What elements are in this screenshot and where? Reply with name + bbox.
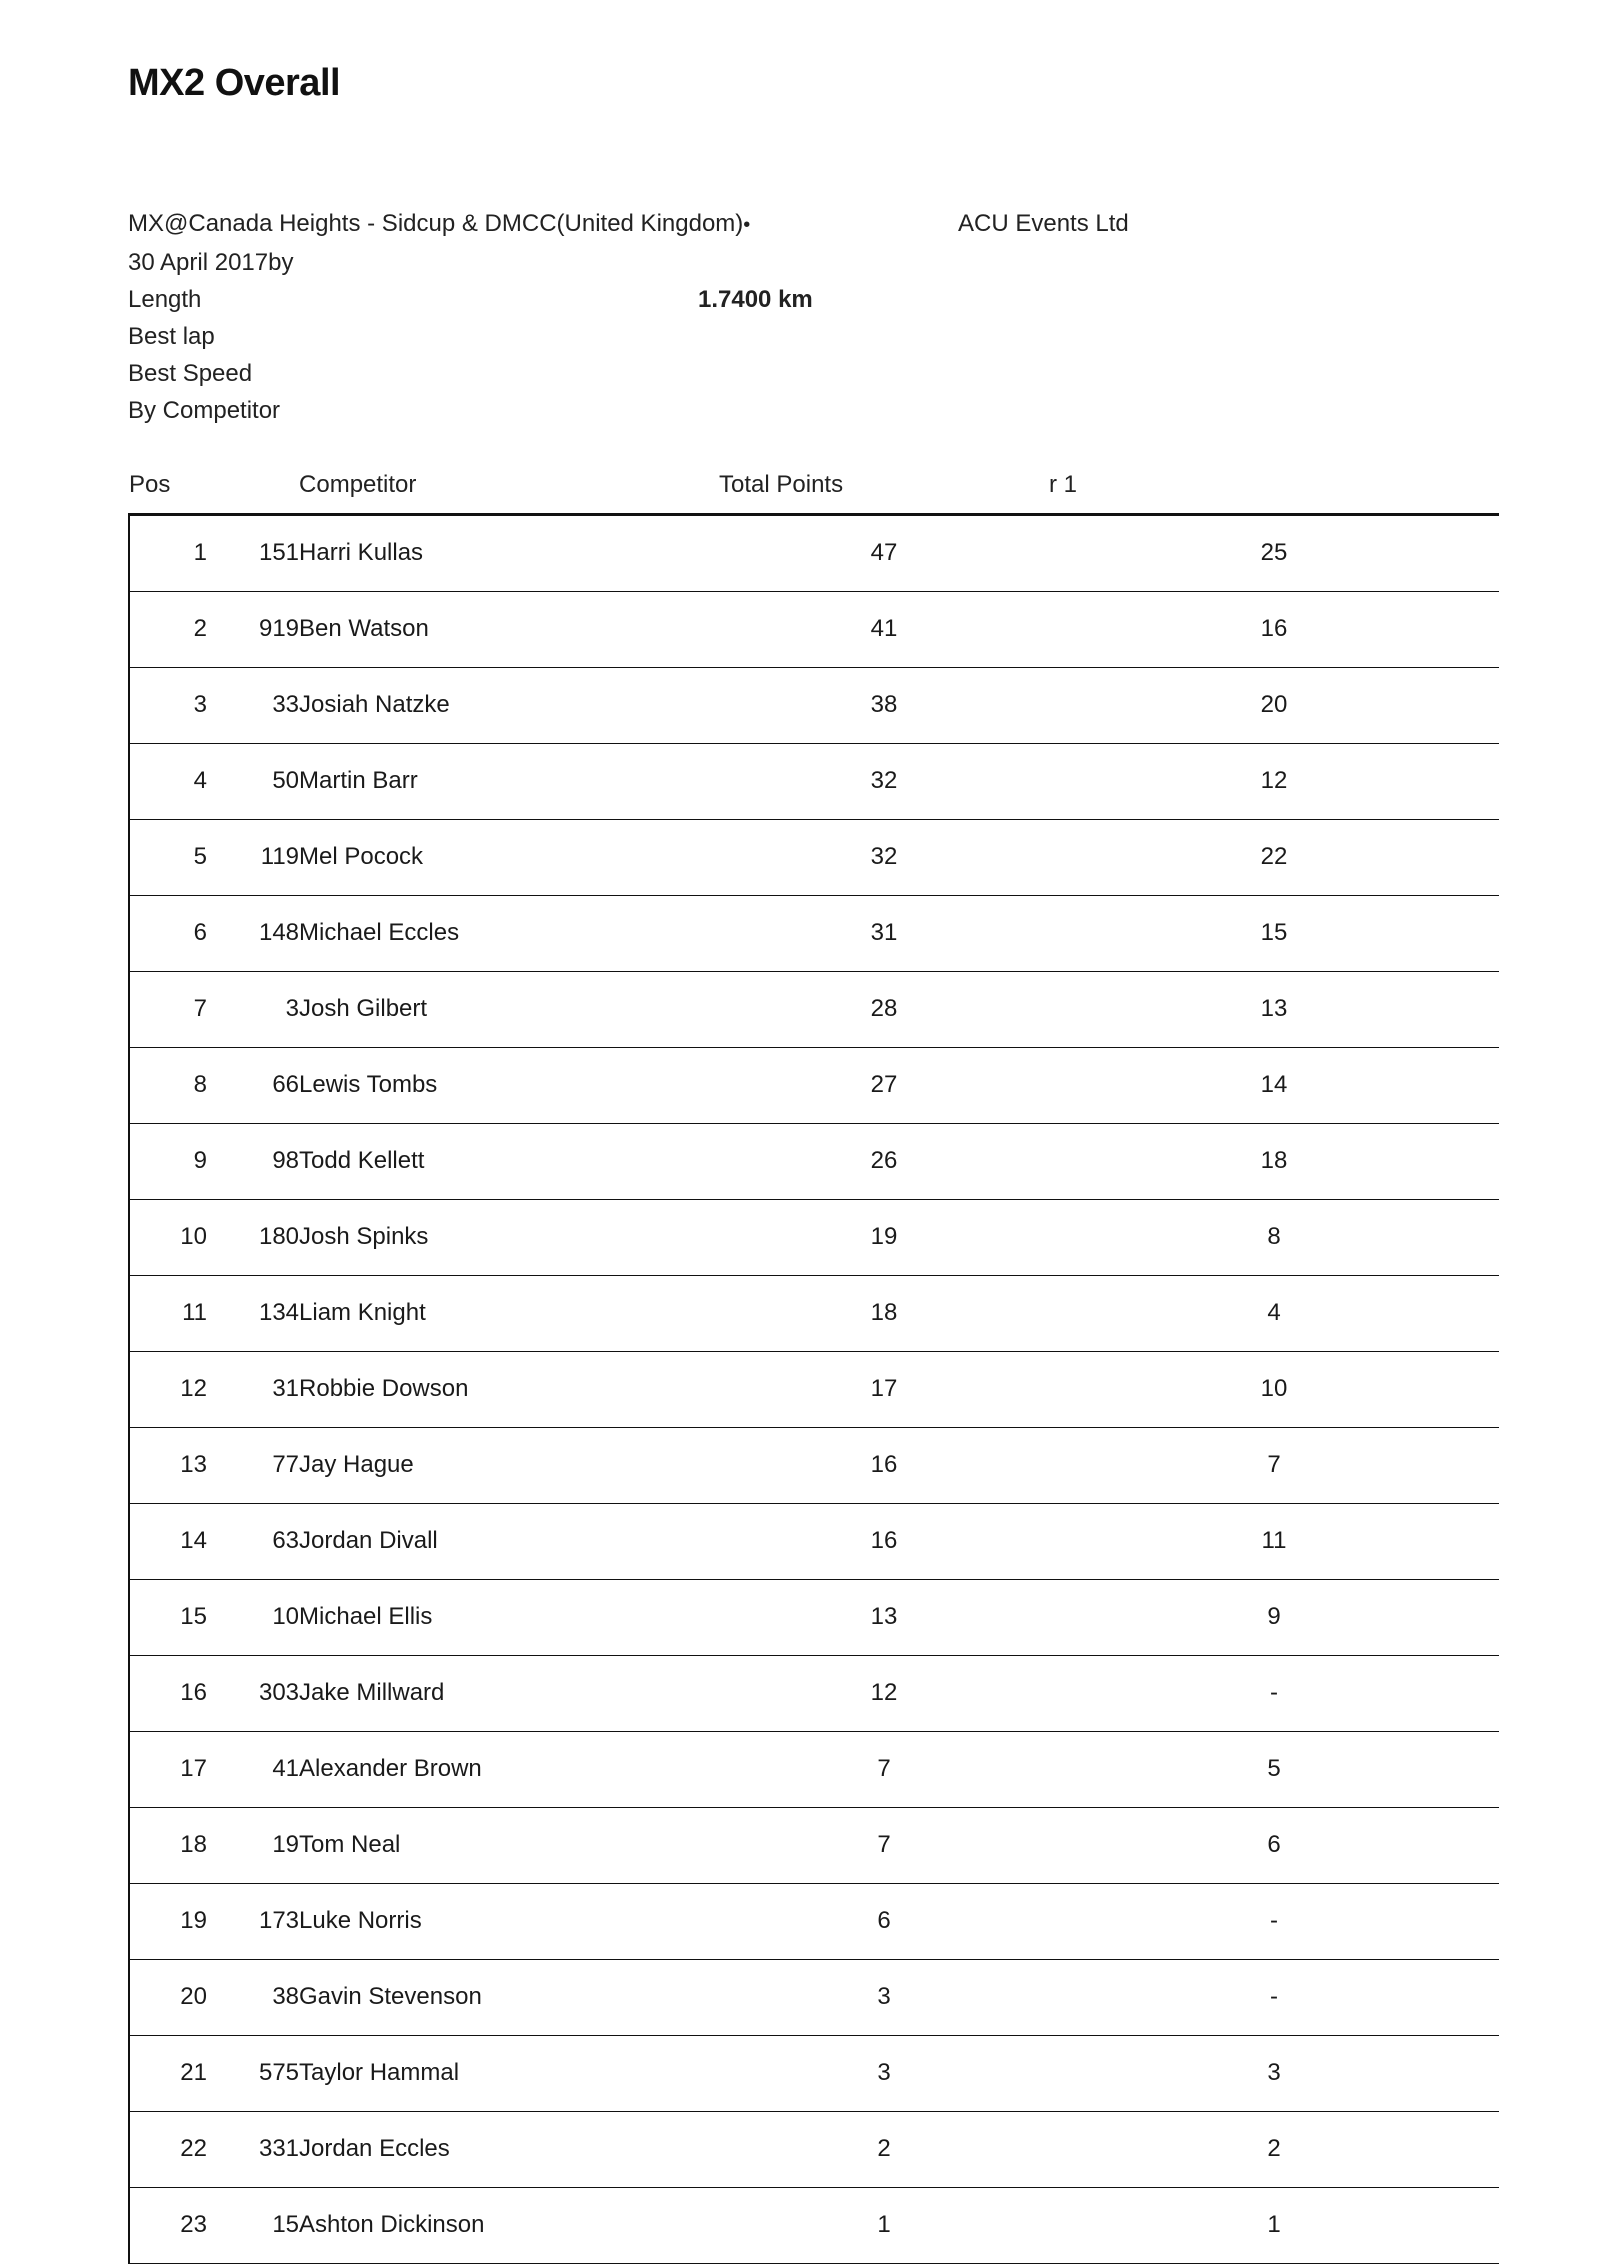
cell-competitor: Josh Gilbert — [299, 995, 428, 1022]
cell-rider-number: 77 — [272, 1451, 300, 1478]
cell-total-points: 19 — [870, 1223, 898, 1250]
table-row — [129, 1428, 1499, 1504]
organiser-name: ACU Events Ltd — [958, 210, 1129, 237]
meta-row-best-speed — [128, 355, 1498, 392]
event-date: 30 April 2017by — [128, 249, 294, 276]
table-row — [129, 668, 1499, 744]
table-row — [129, 592, 1499, 668]
cell-rider-number: 148 — [258, 919, 300, 946]
cell-rider-number: 303 — [258, 1679, 300, 1706]
event-meta-block — [128, 205, 1498, 429]
cell-position: 6 — [129, 896, 207, 972]
cell-rider-number: 180 — [258, 1223, 300, 1250]
meta-row-by-competitor — [128, 392, 1498, 429]
cell-race-1: 9 — [1267, 1603, 1281, 1630]
cell-position: 21 — [129, 2036, 207, 2112]
cell-rider-number: 3 — [285, 995, 300, 1022]
cell-competitor: Luke Norris — [299, 1907, 422, 1934]
best-lap-label: Best lap — [128, 323, 215, 350]
cell-competitor: Jake Millward — [299, 1679, 445, 1706]
cell-race-1: 20 — [1260, 691, 1288, 718]
cell-competitor: Michael Ellis — [299, 1603, 433, 1630]
cell-competitor: Ashton Dickinson — [299, 2211, 485, 2238]
cell-position: 20 — [129, 1960, 207, 2036]
cell-race-1: 15 — [1260, 919, 1288, 946]
bullet-separator: • — [743, 214, 751, 236]
cell-race-1: 2 — [1267, 2135, 1281, 2162]
table-row — [129, 1656, 1499, 1732]
cell-competitor: Gavin Stevenson — [299, 1983, 482, 2010]
cell-position: 14 — [129, 1504, 207, 1580]
cell-position: 22 — [129, 2112, 207, 2188]
cell-race-1: 14 — [1260, 1071, 1288, 1098]
cell-competitor: Robbie Dowson — [299, 1375, 469, 1402]
length-value: 1.7400 km — [698, 286, 813, 313]
cell-position: 7 — [129, 972, 207, 1048]
cell-rider-number: 31 — [272, 1375, 300, 1402]
table-row — [129, 1580, 1499, 1656]
table-row — [129, 1048, 1499, 1124]
cell-total-points: 3 — [877, 2059, 891, 2086]
cell-race-1: 25 — [1260, 539, 1288, 566]
cell-total-points: 27 — [870, 1071, 898, 1098]
cell-competitor: Jordan Divall — [299, 1527, 438, 1554]
cell-total-points: 41 — [870, 615, 898, 642]
cell-rider-number: 119 — [260, 843, 300, 870]
cell-race-1: 16 — [1260, 615, 1288, 642]
table-row — [129, 2036, 1499, 2112]
cell-total-points: 32 — [870, 843, 898, 870]
cell-rider-number: 10 — [272, 1603, 300, 1630]
cell-total-points: 1 — [877, 2211, 891, 2238]
cell-position: 10 — [129, 1200, 207, 1276]
event-name-text: MX@Canada Heights - Sidcup & DMCC(United Kingdom) — [128, 210, 744, 237]
column-header-total-points: Total Points — [719, 471, 844, 498]
cell-competitor: Mel Pocock — [299, 843, 424, 870]
cell-competitor: Jay Hague — [299, 1451, 414, 1478]
cell-total-points: 31 — [870, 919, 898, 946]
column-header-pos: Pos — [129, 471, 171, 498]
cell-race-1: 1 — [1267, 2211, 1281, 2238]
cell-race-1: 8 — [1267, 1223, 1281, 1250]
cell-rider-number: 134 — [258, 1299, 300, 1326]
cell-competitor: Tom Neal — [299, 1831, 401, 1858]
meta-row-date — [128, 244, 1498, 281]
cell-total-points: 32 — [870, 767, 898, 794]
cell-position: 16 — [129, 1656, 207, 1732]
event-name — [128, 205, 828, 244]
cell-total-points: 13 — [870, 1603, 898, 1630]
column-header-competitor: Competitor — [299, 471, 417, 498]
cell-race-1: 12 — [1260, 767, 1288, 794]
cell-rider-number: 151 — [258, 539, 300, 566]
table-row — [129, 744, 1499, 820]
cell-position: 12 — [129, 1352, 207, 1428]
cell-position: 8 — [129, 1048, 207, 1124]
cell-position: 2 — [129, 592, 207, 668]
meta-row-best-lap — [128, 318, 1498, 355]
cell-total-points: 17 — [870, 1375, 898, 1402]
cell-position: 17 — [129, 1732, 207, 1808]
cell-competitor: Ben Watson — [299, 615, 429, 642]
cell-position: 4 — [129, 744, 207, 820]
cell-total-points: 12 — [870, 1679, 898, 1706]
cell-competitor: Martin Barr — [299, 767, 418, 794]
table-row — [129, 2112, 1499, 2188]
cell-rider-number: 63 — [272, 1527, 300, 1554]
cell-race-1: 18 — [1260, 1147, 1288, 1174]
cell-position: 23 — [129, 2188, 207, 2264]
table-row — [129, 1200, 1499, 1276]
cell-rider-number: 38 — [272, 1983, 300, 2010]
table-header-row — [129, 471, 1499, 515]
cell-total-points: 2 — [877, 2135, 891, 2162]
meta-row-length — [128, 281, 1498, 318]
cell-competitor: Harri Kullas — [299, 539, 424, 566]
cell-total-points: 7 — [877, 1831, 891, 1858]
cell-competitor: Lewis Tombs — [299, 1071, 438, 1098]
cell-total-points: 28 — [870, 995, 898, 1022]
cell-competitor: Jordan Eccles — [299, 2135, 450, 2162]
cell-position: 15 — [129, 1580, 207, 1656]
cell-race-1: 6 — [1267, 1831, 1281, 1858]
cell-total-points: 7 — [877, 1755, 891, 1782]
table-row — [129, 820, 1499, 896]
cell-rider-number: 98 — [272, 1147, 300, 1174]
cell-rider-number: 919 — [258, 615, 300, 642]
cell-position: 11 — [129, 1276, 207, 1352]
cell-total-points: 16 — [870, 1527, 898, 1554]
cell-competitor: Michael Eccles — [299, 919, 460, 946]
cell-race-1: 11 — [1261, 1527, 1287, 1554]
cell-race-1: 22 — [1260, 843, 1288, 870]
column-header-r1: r 1 — [1049, 471, 1078, 498]
cell-competitor: Taylor Hammal — [299, 2059, 460, 2086]
meta-row-event — [128, 205, 1498, 244]
results-table — [128, 471, 1499, 2264]
cell-race-1: - — [1270, 1983, 1279, 2010]
cell-race-1: 13 — [1260, 995, 1288, 1022]
cell-position: 18 — [129, 1808, 207, 1884]
cell-race-1: 7 — [1267, 1451, 1281, 1478]
cell-position: 9 — [129, 1124, 207, 1200]
table-row — [129, 1732, 1499, 1808]
cell-total-points: 26 — [870, 1147, 898, 1174]
cell-rider-number: 575 — [258, 2059, 300, 2086]
table-row — [129, 1504, 1499, 1580]
table-row — [129, 1808, 1499, 1884]
cell-race-1: 5 — [1267, 1755, 1281, 1782]
by-competitor-label: By Competitor — [128, 397, 281, 424]
table-row — [129, 515, 1499, 592]
cell-competitor: Todd Kellett — [299, 1147, 425, 1174]
table-row — [129, 1276, 1499, 1352]
table-row — [129, 1124, 1499, 1200]
results-table-header — [129, 471, 1499, 515]
table-row — [129, 972, 1499, 1048]
cell-rider-number: 15 — [272, 2211, 300, 2238]
page-title: MX2 Overall — [128, 62, 341, 104]
cell-rider-number: 41 — [272, 1755, 300, 1782]
cell-total-points: 38 — [870, 691, 898, 718]
cell-race-1: 10 — [1260, 1375, 1288, 1402]
table-row — [129, 2188, 1499, 2264]
cell-total-points: 47 — [870, 539, 898, 566]
cell-rider-number: 33 — [272, 691, 300, 718]
cell-race-1: 3 — [1267, 2059, 1281, 2086]
cell-race-1: - — [1270, 1679, 1279, 1706]
cell-total-points: 16 — [870, 1451, 898, 1478]
cell-total-points: 6 — [877, 1907, 891, 1934]
cell-position: 5 — [129, 820, 207, 896]
table-row — [129, 1884, 1499, 1960]
cell-competitor: Liam Knight — [299, 1299, 426, 1326]
cell-rider-number: 19 — [272, 1831, 300, 1858]
cell-race-1: 4 — [1267, 1299, 1281, 1326]
table-row — [129, 1960, 1499, 2036]
length-label: Length — [128, 286, 202, 313]
cell-total-points: 3 — [877, 1983, 891, 2010]
cell-total-points: 18 — [870, 1299, 898, 1326]
cell-rider-number: 331 — [258, 2135, 300, 2162]
table-row — [129, 896, 1499, 972]
cell-position: 19 — [129, 1884, 207, 1960]
cell-competitor: Josh Spinks — [299, 1223, 429, 1250]
cell-rider-number: 66 — [272, 1071, 300, 1098]
cell-position: 3 — [129, 668, 207, 744]
results-table-body — [129, 515, 1499, 2264]
cell-competitor: Alexander Brown — [299, 1755, 482, 1782]
best-speed-label: Best Speed — [128, 360, 253, 387]
table-row — [129, 1352, 1499, 1428]
cell-position: 1 — [129, 515, 207, 592]
cell-rider-number: 50 — [272, 767, 300, 794]
cell-competitor: Josiah Natzke — [299, 691, 450, 718]
cell-rider-number: 173 — [258, 1907, 300, 1934]
cell-position: 13 — [129, 1428, 207, 1504]
cell-race-1: - — [1270, 1907, 1279, 1934]
